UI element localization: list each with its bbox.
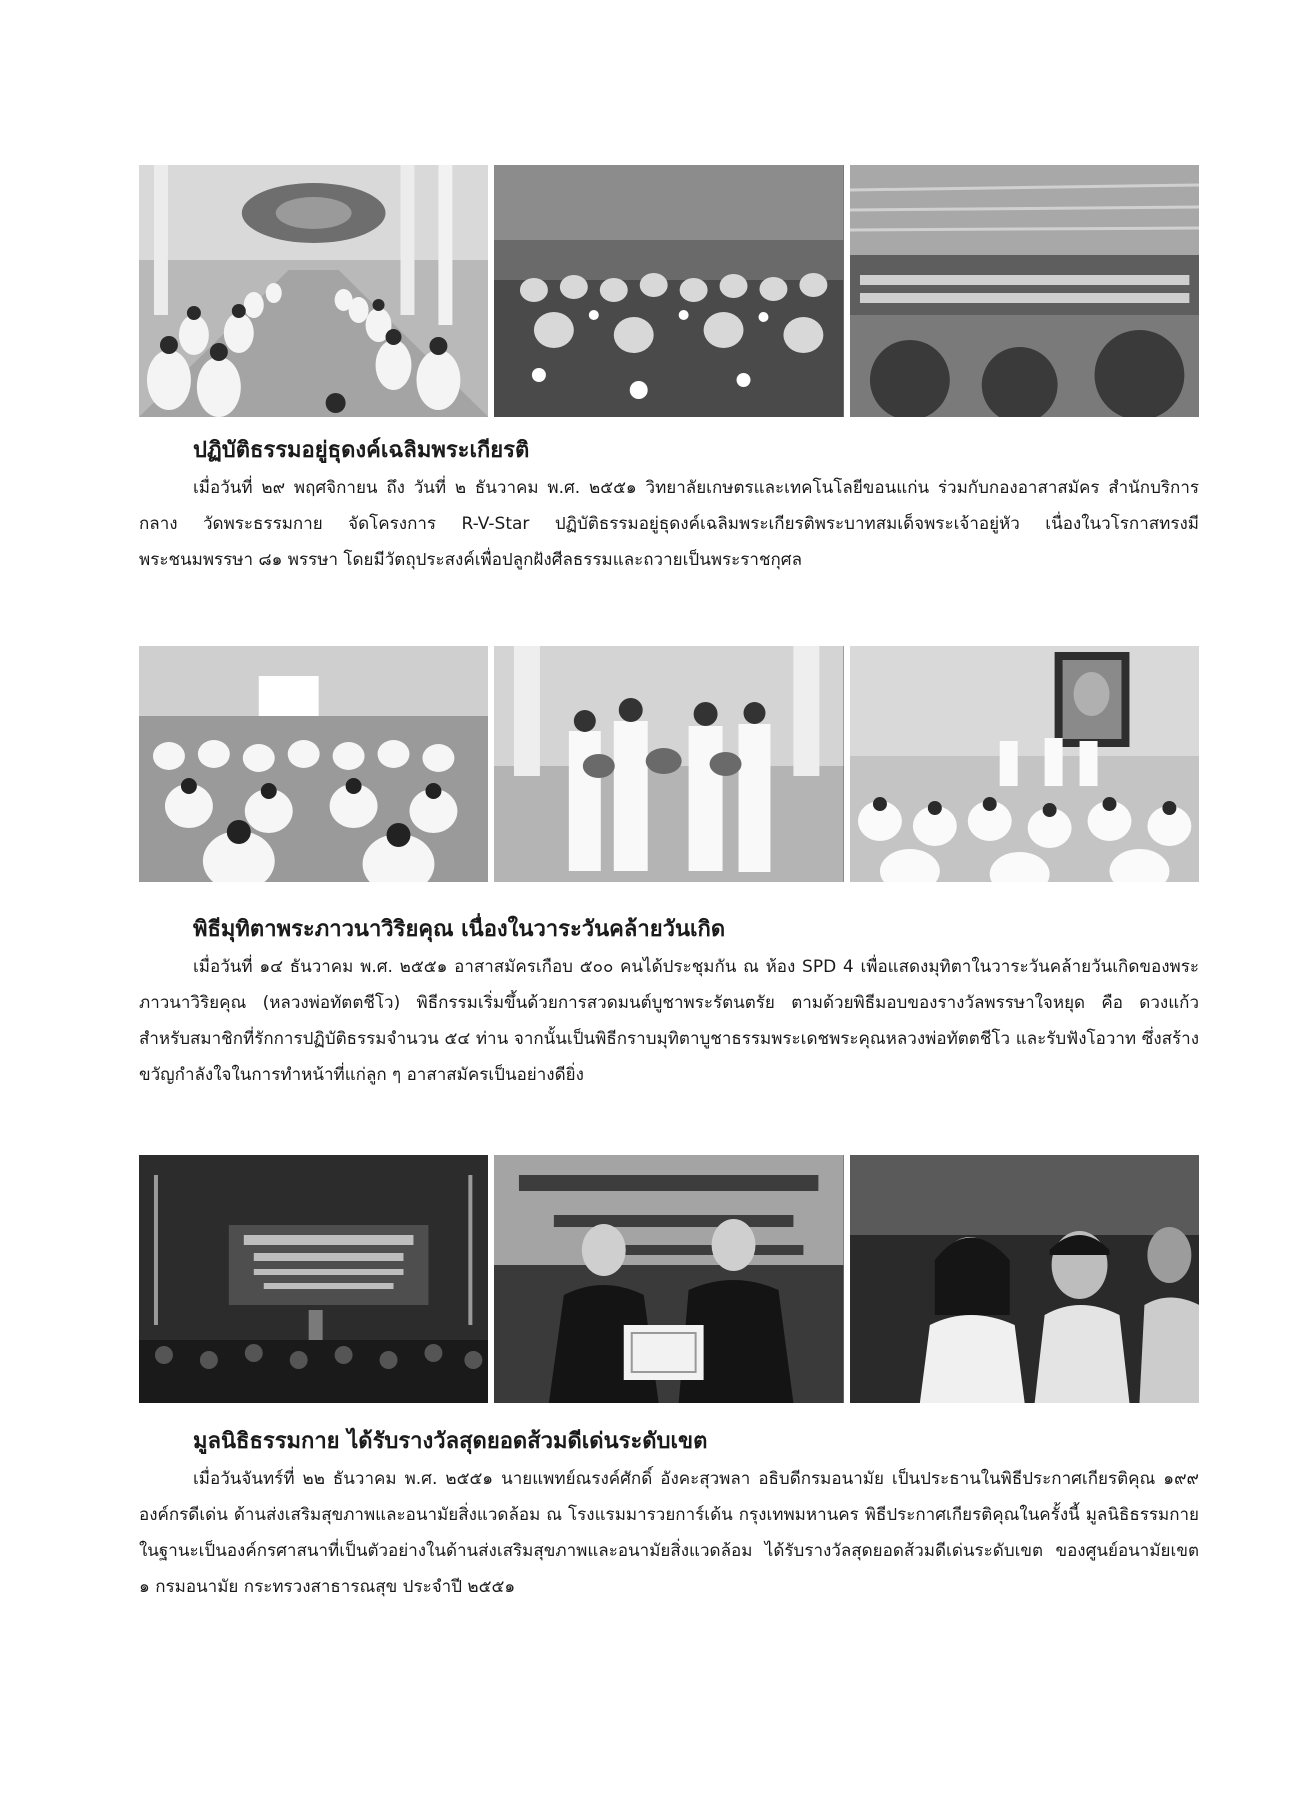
- section-1-title: ปฏิบัติธรรมอยู่ธุดงค์เฉลิมพระเกียรติ: [193, 438, 530, 463]
- photo-ceremony-hall-white-shirts: [139, 646, 488, 882]
- photo-large-hall-assembly: [850, 165, 1199, 417]
- photo-portrait-stage-ceremony: [850, 646, 1199, 882]
- photo-row-2: [139, 646, 1199, 882]
- section-3-body: เมื่อวันจันทร์ที่ ๒๒ ธันวาคม พ.ศ. ๒๕๕๑ นายแพทย์ณรงค์ศักดิ์ อังคะสุวพลา อธิบดีกรมอนามัย เป็นประธานในพิธีประกาศเกียรติคุณ ๑๙๙ องค์กรดีเด่น ด้านส่งเสริมสุขภาพและอนามัยสิ่งแวดล้อม ณ โรงแรมมารวยการ์เด้น กรุงเทพมหานคร พิธีประกาศเกียรติคุณในครั้งนี้ มูลนิธิธรรมกายในฐานะเป็นองค์กรศาสนาที่เป็นตัวอย่างในด้านส่งเสริมสุขภาพและอนามัยสิ่งแวดล้อม ได้รับรางวัลสุดยอดส้วมดีเด่นระดับเขต ของศูนย์อนามัยเขต ๑ กรมอนามัย กระทรวงสาธารณสุข ประจำปี ๒๕๕๑: [139, 1469, 1199, 1597]
- section-2-body: เมื่อวันที่ ๑๔ ธันวาคม พ.ศ. ๒๕๕๑ อาสาสมัครเกือบ ๕๐๐ คนได้ประชุมกัน ณ ห้อง SPD 4 เพื่อแสดงมุทิตาในวาระวันคล้ายวันเกิดของพระภาวนาวิริยคุณ (หลวงพ่อทัตตชีโว) พิธีกรรมเริ่มขึ้นด้วยการสวดมนต์บูชาพระรัตนตรัย ตามด้วยพิธีมอบของรางวัลพรรษาใจหยุด คือ ดวงแก้ว สำหรับสมาชิกที่รักการปฏิบัติธรรมจำนวน ๕๔ ท่าน จากนั้นเป็นพิธีกราบมุทิตาบูชาธรรมพระเดชพระคุณหลวงพ่อทัตตชีโว และรับฟังโอวาท ซึ่งสร้างขวัญกำลังใจในการทำหน้าที่แก่ลูก ๆ อาสาสมัครเป็นอย่างดียิ่ง: [139, 957, 1199, 1085]
- photo-row-1: [139, 165, 1199, 417]
- photo-audience-attendees: [850, 1155, 1199, 1403]
- photo-candlelight-meditation: [494, 165, 843, 417]
- section-2-title: พิธีมุทิตาพระภาวนาวิริยคุณ เนื่องในวาระวันคล้ายวันเกิด: [193, 917, 726, 942]
- photo-row-3: [139, 1155, 1199, 1403]
- section-3-title: มูลนิธิธรรมกาย ได้รับรางวัลสุดยอดส้วมดีเด่นระดับเขต: [193, 1429, 708, 1454]
- photo-award-stage-banner: [139, 1155, 488, 1403]
- photo-certificate-handover: [494, 1155, 843, 1403]
- section-1-body: เมื่อวันที่ ๒๙ พฤศจิกายน ถึง วันที่ ๒ ธันวาคม พ.ศ. ๒๕๕๑ วิทยาลัยเกษตรและเทคโนโลยีขอนแก่น ร่วมกับกองอาสาสมัคร สำนักบริการกลาง วัดพระธรรมกาย จัดโครงการ R-V-Star ปฏิบัติธรรมอยู่ธุดงค์เฉลิมพระเกียรติพระบาทสมเด็จพระเจ้าอยู่หัว เนื่องในวโรกาสทรงมีพระชนมพรรษา ๘๑ พรรษา โดยมีวัตถุประสงค์เพื่อปลูกฝังศีลธรรมและถวายเป็นพระราชกุศล: [139, 478, 1199, 570]
- photo-meditation-hall-rows: [139, 165, 488, 417]
- photo-flower-offering-procession: [494, 646, 843, 882]
